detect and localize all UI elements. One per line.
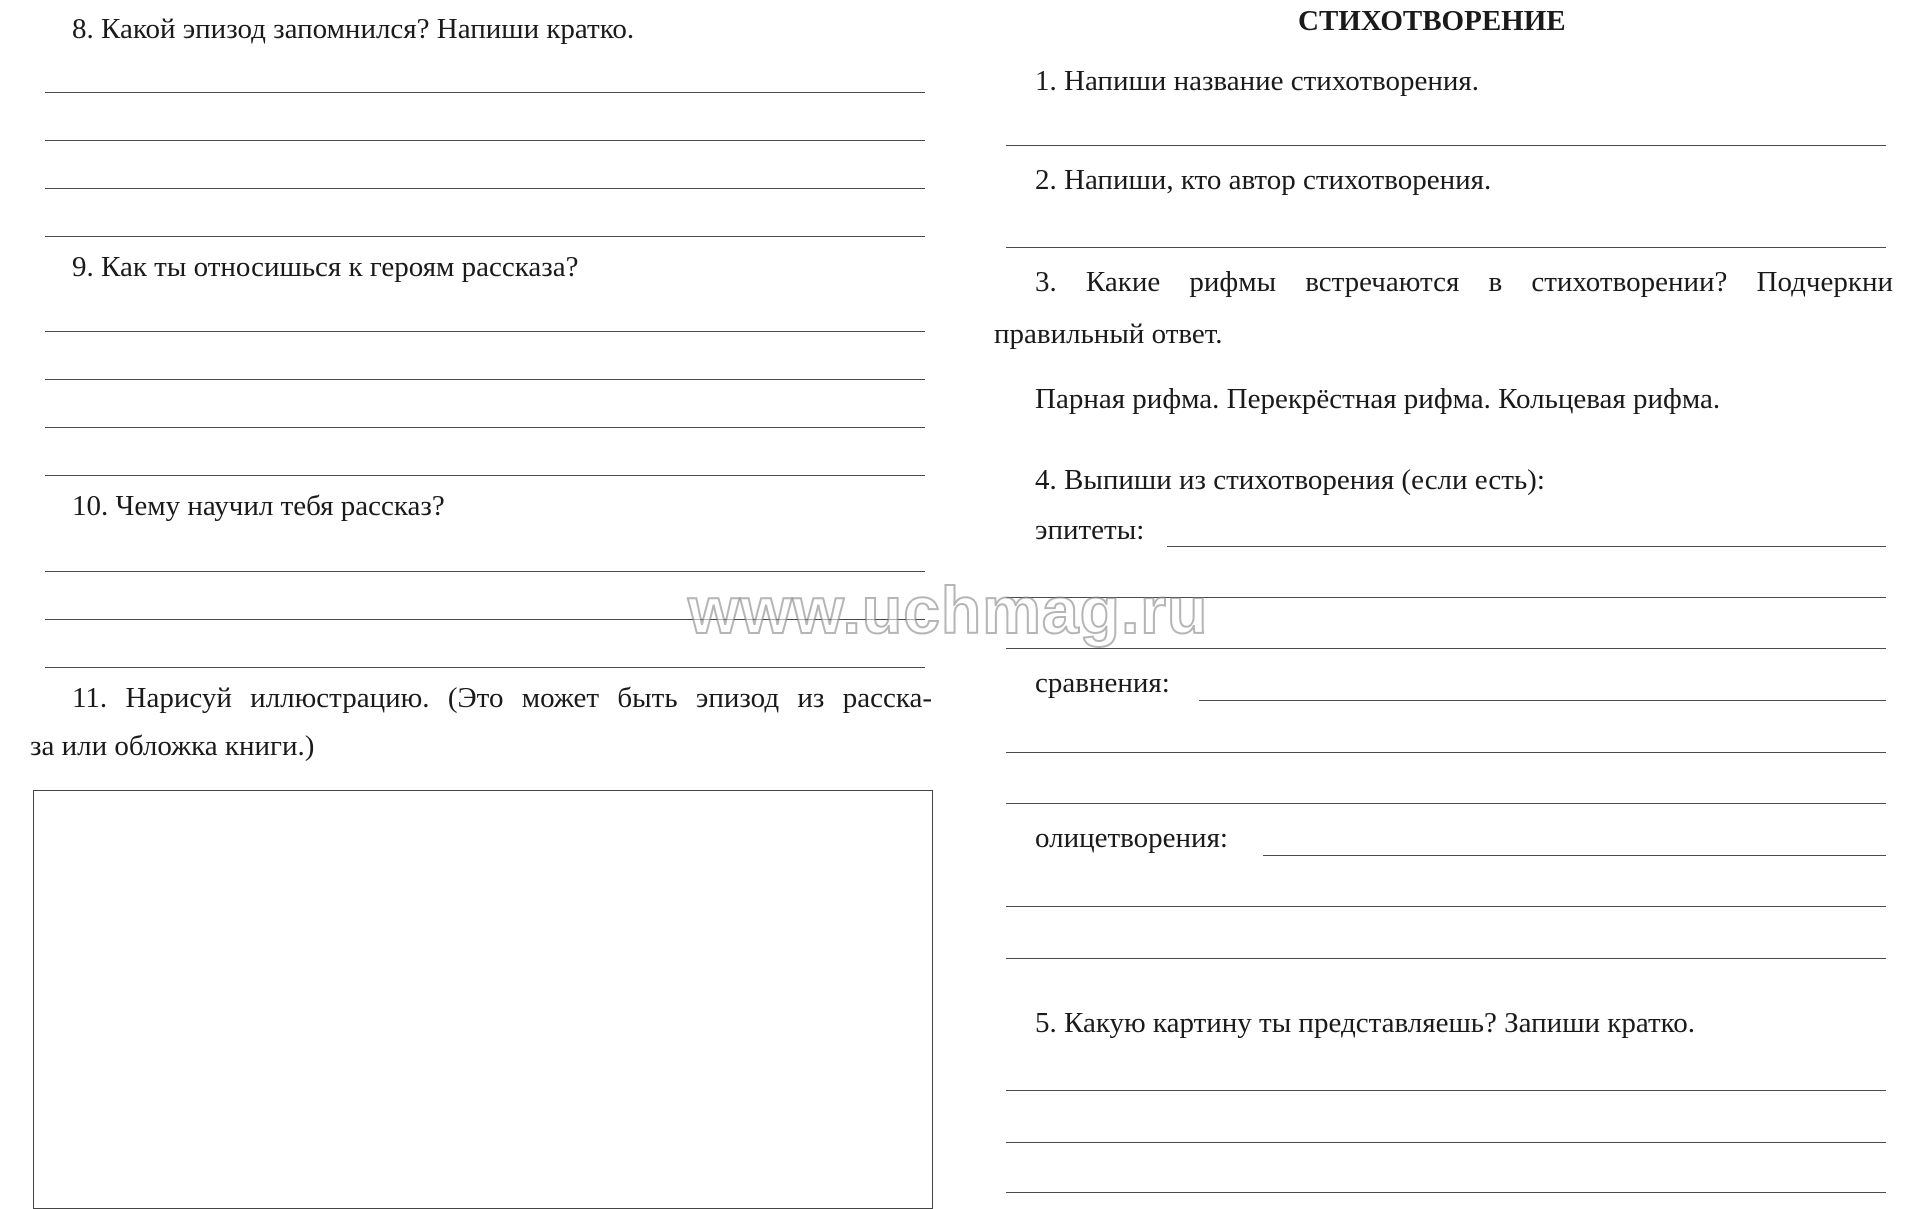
answer-line[interactable] — [45, 92, 925, 93]
answer-line[interactable] — [1006, 1192, 1886, 1193]
answer-line[interactable] — [45, 236, 925, 237]
answer-line[interactable] — [45, 427, 925, 428]
question-3-line-2: правильный ответ. — [994, 318, 1223, 350]
answer-line[interactable] — [1167, 546, 1886, 547]
answer-line[interactable] — [45, 667, 925, 668]
answer-line[interactable] — [1006, 247, 1886, 248]
answer-line[interactable] — [1006, 1090, 1886, 1091]
answer-line[interactable] — [1006, 648, 1886, 649]
answer-line[interactable] — [45, 475, 925, 476]
answer-line[interactable] — [45, 331, 925, 332]
question-11-line-1: 11. Нарисуй иллюстрацию. (Это может быть эпизод из расска- — [72, 682, 932, 714]
epithets-label: эпитеты: — [1035, 514, 1145, 546]
answer-line[interactable] — [1263, 855, 1886, 856]
answer-line[interactable] — [1006, 958, 1886, 959]
answer-line[interactable] — [1006, 906, 1886, 907]
question-4: 4. Выпиши из стихотворения (если есть): — [1035, 464, 1545, 496]
illustration-box[interactable] — [33, 790, 933, 1209]
answer-line[interactable] — [1199, 700, 1886, 701]
question-10: 10. Чему научил тебя рассказ? — [72, 490, 445, 522]
question-3-line-1: 3. Какие рифмы встречаются в стихотворении? Подчеркни — [1035, 266, 1893, 298]
question-8: 8. Какой эпизод запомнился? Напиши кратко. — [72, 13, 635, 45]
answer-line[interactable] — [45, 188, 925, 189]
section-title: СТИХОТВОРЕНИЕ — [1298, 5, 1566, 37]
answer-line[interactable] — [1006, 752, 1886, 753]
answer-line[interactable] — [1006, 803, 1886, 804]
comparisons-label: сравнения: — [1035, 667, 1170, 699]
question-5: 5. Какую картину ты представляешь? Запиши кратко. — [1035, 1007, 1696, 1039]
question-1: 1. Напиши название стихотворения. — [1035, 65, 1480, 97]
personification-label: олицетворения: — [1035, 822, 1228, 854]
answer-line[interactable] — [1006, 145, 1886, 146]
answer-line[interactable] — [1006, 1142, 1886, 1143]
question-2: 2. Напиши, кто автор стихотворения. — [1035, 164, 1492, 196]
answer-line[interactable] — [45, 379, 925, 380]
rhyme-options[interactable]: Парная рифма. Перекрёстная рифма. Кольцевая рифма. — [1035, 383, 1721, 415]
watermark: www.uchmag.ru — [688, 573, 1209, 647]
answer-line[interactable] — [45, 140, 925, 141]
question-9: 9. Как ты относишься к героям рассказа? — [72, 251, 579, 283]
question-11-line-2: за или обложка книги.) — [30, 730, 315, 762]
